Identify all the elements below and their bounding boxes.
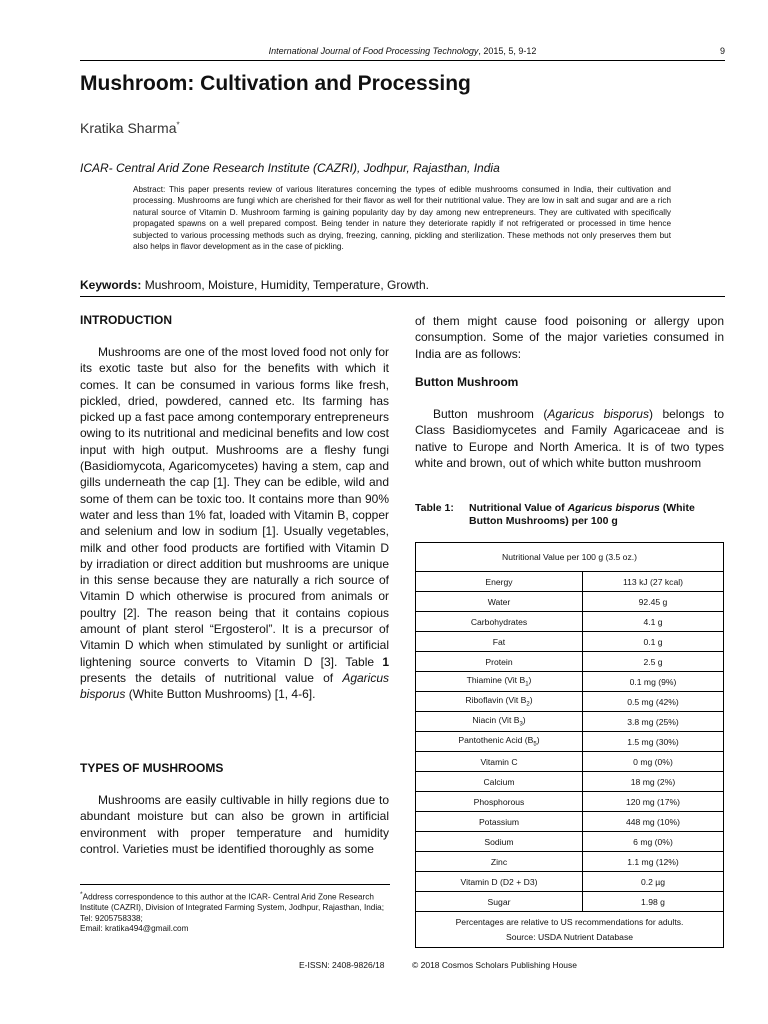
table-row: [416, 892, 724, 912]
button-mushroom-body: Button mushroom (Agaricus bisporus) belongs to Class Basidiomycetes and Family Agaricaceae and is native to Europe and North America. It is of two types white and brown, out of which white button mushroom: [415, 407, 724, 470]
nutrient-name: Protein: [416, 652, 583, 672]
nutrition-table: [415, 542, 724, 948]
nutrient-value: 0.5 mg (42%): [583, 692, 724, 712]
nutrient-value: 6 mg (0%): [583, 832, 724, 852]
table-row: [416, 632, 724, 652]
table-header-row: [416, 543, 724, 572]
footnote-rule: [80, 884, 390, 885]
nutrient-name: Pantothenic Acid $(B_5)$: [416, 732, 583, 752]
nutrient-value: 92.45 g: [583, 592, 724, 612]
types-heading: TYPES OF MUSHROOMS: [80, 761, 224, 775]
table-row: [416, 612, 724, 632]
author: Kratika Sharma*: [80, 120, 180, 136]
table-row: [416, 752, 724, 772]
table-note: Percentages are relative to US recommendations for adults. Source: USDA Nutrient Database: [416, 912, 724, 948]
abstract: Abstract: This paper presents review of various literatures concerning the types of edible mushrooms consumed in India, their cultivation and processing. Mushrooms are fungi which are cherished for their flavor as well for their nutritional value. They are low in salt and sugar and are a rich natural source of Vitamin D. Mushroom farming is gaining popularity day by day among new entrepreneurs. They are cultivated with specifically propagated spawns on a well prepared compost. Being tender in nature they deteriorate rapidly if not refrigerated or processed in time hence subjected to various processing methods such as drying, freezing, canning, pickling and sterilization. These methods not only preserves them but also helps in flavor development as in the case of pickling.: [133, 185, 671, 252]
nutrient-name: Water: [416, 592, 583, 612]
nutrient-value: 2.5 g: [583, 652, 724, 672]
nutrient-value: 0 mg (0%): [583, 752, 724, 772]
paper-title: Mushroom: Cultivation and Processing: [80, 72, 471, 95]
table-row: [416, 852, 724, 872]
journal-citation: International Journal of Food Processing Technology, 2015, 5, 9-12: [268, 46, 537, 56]
nutrient-value: 0.1 g: [583, 632, 724, 652]
nutrient-name: Calcium: [416, 772, 583, 792]
nutrient-value: 1.1 mg (12%): [583, 852, 724, 872]
nutrient-value: 120 mg (17%): [583, 792, 724, 812]
table-row: [416, 592, 724, 612]
footer-issn: E-ISSN: 2408-9826/18: [299, 960, 385, 970]
nutrient-name: Carbohydrates: [416, 612, 583, 632]
nutrient-name: Zinc: [416, 852, 583, 872]
nutrient-name: Sugar: [416, 892, 583, 912]
right-column-continuation: of them might cause food poisoning or allergy upon consumption. Some of the major varieties consumed in India are as follows:: [415, 314, 724, 361]
nutrient-value: 18 mg (2%): [583, 772, 724, 792]
types-body: Mushrooms are easily cultivable in hilly regions due to abundant moisture but can also be grown in artificial environment with proper temperature and humidity control. Varieties must be identified thoroughly as some: [80, 793, 389, 856]
nutrient-name: Potassium: [416, 812, 583, 832]
table-note-row: [416, 912, 724, 948]
table-row: [416, 672, 724, 692]
table-row: [416, 872, 724, 892]
nutrient-value: 448 mg (10%): [583, 812, 724, 832]
table-row: [416, 732, 724, 752]
nutrient-name: Riboflavin (Vit $B_2$): [416, 692, 583, 712]
table-header: Nutritional Value per 100 g (3.5 oz.): [416, 543, 724, 572]
keywords-rule: [80, 296, 725, 297]
nutrient-name: Fat: [416, 632, 583, 652]
page-number: 9: [719, 46, 725, 56]
introduction-body: Mushrooms are one of the most loved food not only for its exotic taste but also for the benefits with which it comes. It can be consumed in various forms like fresh, pickled, dried, powdered, canned etc. Its farming has picked up a fast pace among contemporary entrepreneurs owing to its nutritional and medicinal benefits and low cost input with high output. Mushrooms are a fleshy fungi (Basidiomycota, Agaricomycetes) having a stem, cap and gills underneath the cap [1]. They can be edible, wild and some of them can be toxic too. It contains more than 90% water and less than 1% fat, loaded with Vitamin B, copper and selenium and low in sodium [1]. Usually vegetables, milk and other food products are fortified with Vitamin D by irradiation or direct addition but mushrooms are unique in this sense because they are naturally a rich source of Vitamin D which otherwise is procured from animals or poultry [2]. The reason being that it contains copious amount of plant sterol “Ergosterol”. It is a precursor of Vitamin D which when stimulated by sunlight or artificial lightening source converts to Vitamin D [3]. Table 1 presents the details of nutritional value of Agaricus bisporus (White Button Mushrooms) [1, 4-6].: [80, 345, 389, 702]
nutrient-name: Vitamin D (D2 + D3): [416, 872, 583, 892]
footnote: *Address correspondence to this author at the ICAR- Central Arid Zone Research Institute (CAZRI), Division of Integrated Farming System, Jodhpur, Rajasthan, India; Tel: 9205758338; Email: kratika494@gmail.com: [80, 891, 384, 933]
keywords: Keywords: Mushroom, Moisture, Humidity, Temperature, Growth.: [80, 278, 430, 292]
nutrient-name: Niacin (Vit $B_3$): [416, 712, 583, 732]
affiliation: ICAR- Central Arid Zone Research Institute (CAZRI), Jodhpur, Rajasthan, India: [80, 161, 500, 175]
nutrient-value: 0.2 µg: [583, 872, 724, 892]
table-row: [416, 652, 724, 672]
table-row: [416, 812, 724, 832]
nutrient-value: 4.1 g: [583, 612, 724, 632]
table-row: [416, 572, 724, 592]
introduction-heading: INTRODUCTION: [80, 313, 172, 327]
footer-copyright: © 2018 Cosmos Scholars Publishing House: [412, 960, 578, 970]
table-row: [416, 712, 724, 732]
nutrient-value: 113 kJ (27 kcal): [583, 572, 724, 592]
nutrient-value: 1.5 mg (30%): [583, 732, 724, 752]
nutrient-value: 3.8 mg (25%): [583, 712, 724, 732]
nutrient-name: Thiamine (Vit $B_1$): [416, 672, 583, 692]
nutrient-value: 0.1 mg (9%): [583, 672, 724, 692]
table-row: [416, 792, 724, 812]
nutrient-name: Energy: [416, 572, 583, 592]
header-rule: [80, 60, 725, 61]
table-row: [416, 692, 724, 712]
nutrient-name: Sodium: [416, 832, 583, 852]
button-mushroom-heading: Button Mushroom: [415, 375, 519, 389]
nutrient-value: 1.98 g: [583, 892, 724, 912]
table-row: [416, 772, 724, 792]
nutrient-name: Phosphorous: [416, 792, 583, 812]
nutrient-name: Vitamin C: [416, 752, 583, 772]
table-row: [416, 832, 724, 852]
